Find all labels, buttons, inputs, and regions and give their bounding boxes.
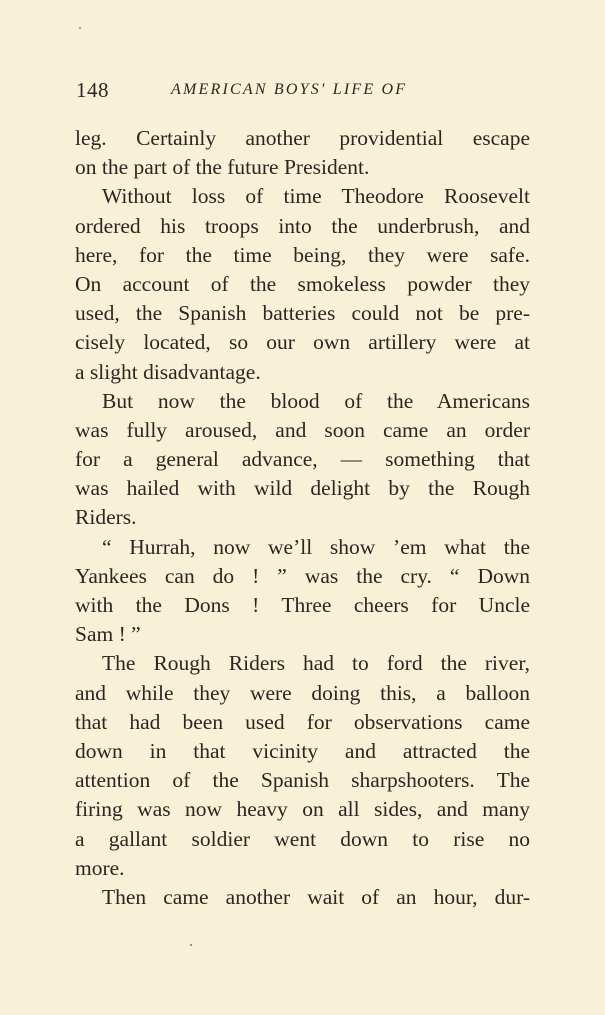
text-line: with the Dons ! Three cheers for Uncle bbox=[75, 593, 530, 617]
text-line: here, for the time being, they were safe. bbox=[75, 242, 530, 267]
text-line: for a general advance, — something that bbox=[75, 447, 530, 472]
page-header bbox=[76, 78, 536, 106]
text-line: that had been used for observations came bbox=[75, 709, 530, 734]
text-line: and while they were doing this, a balloon bbox=[75, 680, 530, 705]
text-line: a slight disadvantage. bbox=[75, 359, 261, 384]
text-line: Sam ! ” bbox=[75, 622, 141, 647]
body-text bbox=[75, 124, 530, 912]
paper-speck bbox=[79, 27, 81, 29]
text-line: cisely located, so our own artillery were at bbox=[75, 330, 530, 355]
text-line: “ Hurrah, now we’ll show ’em what the bbox=[102, 534, 530, 559]
text-line: The Rough Riders had to ford the river, bbox=[102, 651, 530, 676]
text-line: On account of the smokeless powder they bbox=[75, 271, 530, 296]
text-line: But now the blood of the Americans bbox=[102, 388, 530, 413]
text-line: Riders. bbox=[75, 505, 137, 530]
text-line: more. bbox=[75, 855, 125, 880]
text-line: ordered his troops into the underbrush, and bbox=[75, 213, 530, 238]
paper-speck bbox=[190, 944, 192, 946]
text-line: Yankees can do ! ” was the cry. “ Down bbox=[75, 563, 530, 588]
text-line: firing was now heavy on all sides, and many bbox=[75, 797, 530, 822]
text-line: Without loss of time Theodore Roosevelt bbox=[102, 184, 530, 209]
text-line: a gallant soldier went down to rise no bbox=[75, 826, 530, 851]
text-line: was hailed with wild delight by the Rough bbox=[75, 476, 530, 501]
text-line: on the part of the future President. bbox=[75, 155, 370, 180]
text-line: down in that vicinity and attracted the bbox=[75, 738, 530, 763]
text-line: leg. Certainly another providential escape bbox=[75, 126, 530, 150]
page-number: 148 bbox=[76, 78, 109, 102]
text-line: Then came another wait of an hour, dur- bbox=[102, 884, 530, 909]
running-head: AMERICAN BOYS' LIFE OF bbox=[171, 81, 408, 98]
text-line: used, the Spanish batteries could not be pre- bbox=[75, 301, 530, 326]
text-line: attention of the Spanish sharpshooters. The bbox=[75, 768, 530, 793]
text-line: was fully aroused, and soon came an order bbox=[75, 417, 530, 442]
